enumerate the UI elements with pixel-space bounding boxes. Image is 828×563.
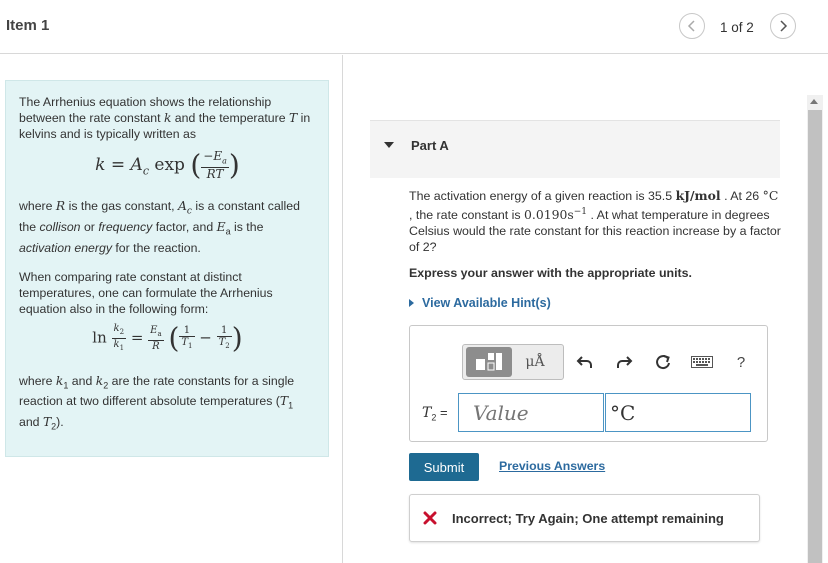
previous-answers-link[interactable]: Previous Answers [499, 459, 606, 473]
math-toolbar [462, 342, 759, 382]
answer-variable-label: $T_2$ = [422, 405, 448, 423]
unit-input[interactable] [605, 393, 751, 432]
expand-caret-icon [409, 299, 414, 307]
view-hints-link[interactable]: View Available Hint(s) [409, 296, 551, 310]
next-item-button[interactable] [770, 13, 796, 39]
page-count: 1 of 2 [720, 20, 754, 35]
previous-item-button[interactable] [679, 13, 705, 39]
question-text: The activation energy of a given reaction is 35.5 kJ/mol . At 26 °C , the rate constant is $0.0190s^{-1}$ . At what temperature in degrees Celsius would the rate constant for this reaction increase by a factor of 2? [409, 188, 781, 255]
value-input[interactable] [458, 393, 604, 432]
submit-button[interactable]: Submit [409, 453, 479, 481]
units-icon: μÅ [525, 354, 545, 370]
chevron-left-icon [687, 20, 697, 32]
templates-icon [474, 351, 504, 373]
intro-paragraph-2: where R is the gas constant, $A_c$ is a constant called the collison or frequency factor, and $E_a$ is the activation energy for the reaction. [19, 199, 300, 255]
intro-paragraph-4: where $k_1$ and $k_2$ are the rate constants for a single reaction at two different absolute temperatures ($T_1$ and $T_2$). [19, 373, 295, 432]
redo-icon [615, 354, 633, 370]
x-mark-icon [423, 511, 437, 525]
header [0, 0, 828, 54]
feedback-text: Incorrect; Try Again; One attempt remaining [452, 510, 724, 526]
part-a-header[interactable] [370, 120, 780, 178]
reset-icon [654, 353, 672, 371]
feedback-message [409, 494, 760, 542]
redo-button[interactable] [606, 347, 642, 377]
units-button[interactable] [512, 347, 558, 377]
help-button[interactable]: ? [736, 353, 746, 371]
intro-paragraph-3: When comparing rate constant at distinct temperatures, one can formulate the Arrhenius equation also in the following form: [19, 269, 273, 316]
scroll-up-arrow[interactable] [810, 99, 818, 104]
answer-box [409, 325, 768, 442]
intro-panel [5, 80, 329, 457]
item-title: Item 1 [6, 17, 50, 34]
reset-button[interactable] [645, 347, 681, 377]
part-label: Part A [411, 138, 449, 153]
template-toolbar-group [462, 344, 564, 380]
undo-icon [576, 354, 594, 370]
two-point-arrhenius-equation: ln $\frac{k_2}{k_1}$ = $\frac{E_a}{R}$ ( $\frac{1}{T_1}$ − $\frac{1}{T_2}$ ) [92, 321, 243, 355]
collapse-caret-icon [384, 142, 394, 148]
answer-instruction: Express your answer with the appropriate units. [409, 266, 692, 280]
chevron-right-icon [778, 20, 788, 32]
column-divider [342, 55, 343, 563]
keyboard-button[interactable] [684, 347, 720, 377]
undo-button[interactable] [567, 347, 603, 377]
scrollbar-thumb[interactable] [808, 110, 822, 563]
arrhenius-equation: $k = A_c$ exp ( $\frac{-E_a}{RT}$ ) [95, 148, 240, 182]
keyboard-icon [691, 356, 713, 368]
templates-button[interactable] [466, 347, 512, 377]
intro-paragraph-1: The Arrhenius equation shows the relationship between the rate constant k and the temperature T in kelvins and is typically written as [19, 95, 311, 141]
